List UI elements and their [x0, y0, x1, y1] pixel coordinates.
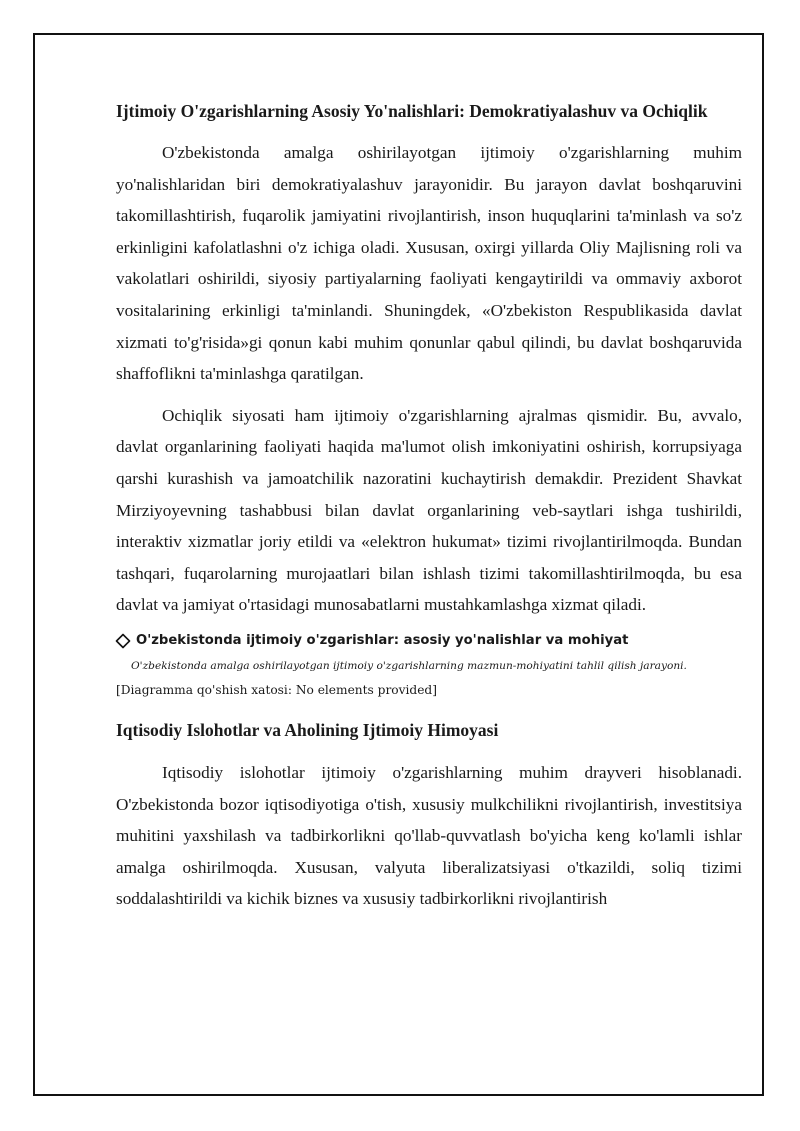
diamond-icon: [115, 633, 131, 649]
paragraph-economic-reforms: Iqtisodiy islohotlar ijtimoiy o'zgarishlarning muhim drayveri hisoblanadi. O'zbekistonda bozor iqtisodiyotiga o'tish, xususiy mulkchilikni rivojlantirish, investitsiya muhitini yaxshilash va tadbirkorlikni qo'llab-quvvatlash bo'yicha keng ko'lamli ishlar amalga oshirilmoqda. Xususan, valyuta liberalizatsiyasi o'tkazildi, soliq tizimi soddalashtirildi va kichik biznes va xususiy tadbirkorlikni rivojlantirish: [116, 762, 742, 909]
paragraph-openness: Ochiqlik siyosati ham ijtimoiy o'zgarishlarning ajralmas qismidir. Bu, avvalo, davlat organlarining faoliyati haqida ma'lumot olish imkoniyatini oshirish, korrupsiyaga qarshi kurashish va jamoatchilik nazoratini kuchaytirish demakdir. Prezident Shavkat Mirziyoyevning tashabbusi bilan davlat organlarining veb-saytlari ishga tushirildi, interaktiv xizmatlar joriy etildi va «elektron hukumat» tizimi rivojlantirilmoqda. Bundan tashqari, fuqarolarning murojaatlari bilan ishlash tizimi takomillashtirilmoqda, bu esa davlat va jamiyat o'rtasidagi munosabatlarni mustahkamlashga xizmat qiladi.: [116, 405, 742, 615]
paragraph-democratization: O'zbekistonda amalga oshirilayotgan ijtimoiy o'zgarishlarning muhim yo'nalishlaridan biri demokratiyalashuv jarayonidir. Bu jarayon davlat boshqaruvini takomillashtirish, fuqarolik jamiyatini rivojlantirish, inson huquqlarini ta'minlash va so'z erkinligini kafolatlashni o'z ichiga oladi. Xususan, oxirgi yillarda Oliy Majlisning roli va vakolatlari oshirildi, siyosiy partiyalarning faoliyati kengaytirildi va ommaviy axborot vositalarining erkinligi ta'minlandi. Shuningdek, «O'zbekiston Respublikasida davlat xizmati to'g'risida»gi qonun kabi muhim qonunlar qabul qilindi, bu davlat boshqaruvida shaffoflikni ta'minlashga qaratilgan.: [116, 143, 742, 384]
diagram-placeholder: [116, 631, 742, 700]
diagram-subtitle: O'zbekistonda amalga oshirilayotgan ijtimoiy o'zgarishlarning mazmun-mohiyatini tahlil qilish jarayoni.: [131, 659, 687, 672]
diagram-caption: [115, 631, 742, 651]
document-body: [116, 98, 742, 925]
diagram-error-message: [Diagramma qo'shish xatosi: No elements provided]: [116, 682, 437, 697]
diagram-title: O'zbekistonda ijtimoiy o'zgarishlar: asosiy yo'nalishlar va mohiyat: [136, 632, 629, 648]
section-heading-democratization: Ijtimoiy O'zgarishlarning Asosiy Yo'nalishlari: Demokratiyalashuv va Ochiqlik: [116, 101, 708, 121]
section-heading-economic-reforms: Iqtisodiy Islohotlar va Aholining Ijtimoiy Himoyasi: [116, 719, 499, 740]
